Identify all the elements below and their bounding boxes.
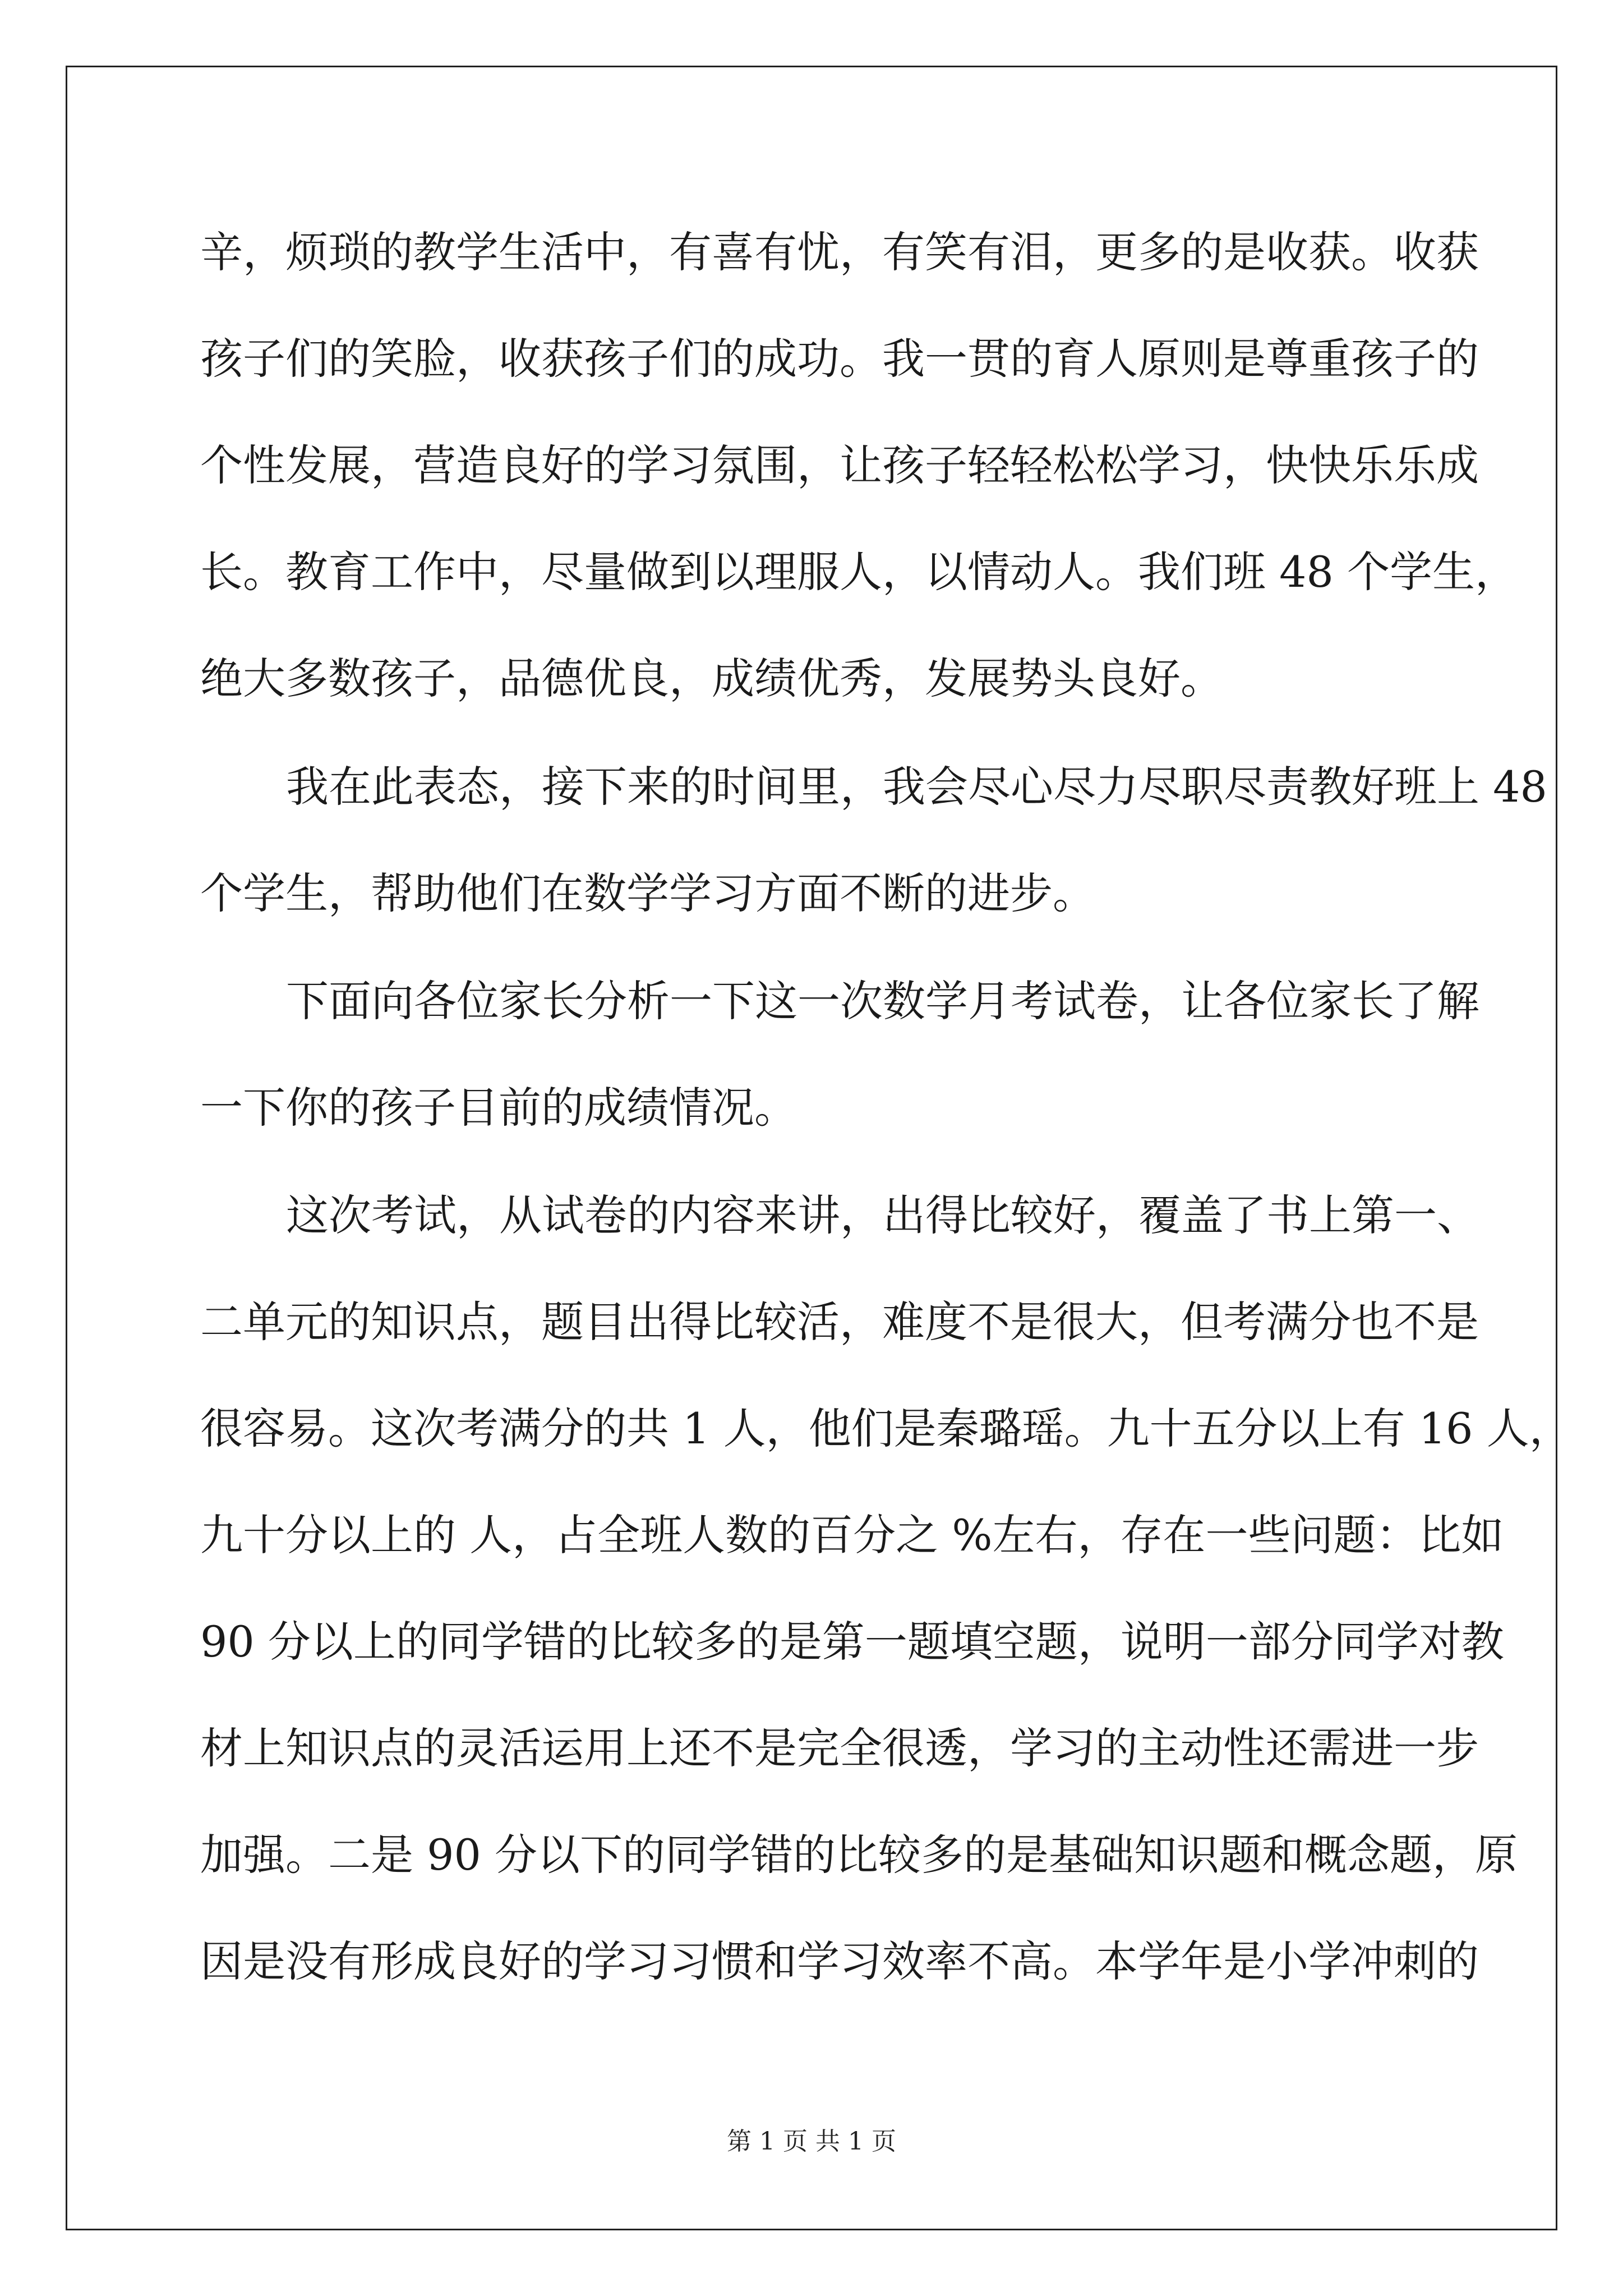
page-number-footer: 第 1 页 共 1 页	[727, 2127, 896, 2156]
text-line: 辛，烦琐的教学生活中，有喜有忧，有笑有泪，更多的是收获。收获	[200, 227, 1479, 277]
text-line-indented: 这次考试，从试卷的内容来讲，出得比较好，覆盖了书上第一、	[286, 1190, 1479, 1240]
text-line: 二单元的知识点，题目出得比较活，难度不是很大，但考满分也不是	[200, 1297, 1479, 1347]
text-line: 很容易。这次考满分的共 1 人，他们是秦璐瑶。九十五分以上有 16 人，	[200, 1404, 1572, 1453]
text-line-indented: 我在此表态，接下来的时间里，我会尽心尽力尽职尽责教好班上 48	[286, 762, 1547, 812]
text-line: 加强。二是 90 分以下的同学错的比较多的是基础知识题和概念题，原	[200, 1830, 1518, 1880]
text-line: 个性发展，营造良好的学习氛围，让孩子轻轻松松学习，快快乐乐成	[200, 440, 1479, 490]
text-line: 因是没有形成良好的学习习惯和学习效率不高。本学年是小学冲刺的	[200, 1936, 1479, 1986]
text-line: 九十分以上的 人，占全班人数的百分之 %左右，存在一些问题：比如	[200, 1510, 1504, 1560]
text-line: 一下你的孩子目前的成绩情况。	[200, 1083, 797, 1133]
text-line: 个学生，帮助他们在数学学习方面不断的进步。	[200, 868, 1095, 918]
text-line: 90 分以上的同学错的比较多的是第一题填空题，说明一部分同学对教	[200, 1617, 1504, 1667]
text-line: 绝大多数孩子，品德优良，成绩优秀，发展势头良好。	[200, 654, 1223, 703]
text-line: 材上知识点的灵活运用上还不是完全很透，学习的主动性还需进一步	[200, 1723, 1479, 1773]
text-line: 长。教育工作中，尽量做到以理服人，以情动人。我们班 48 个学生，	[200, 547, 1518, 597]
text-line-indented: 下面向各位家长分析一下这一次数学月考试卷，让各位家长了解	[286, 976, 1479, 1026]
text-line: 孩子们的笑脸，收获孩子们的成功。我一贯的育人原则是尊重孩子的	[200, 334, 1479, 384]
page-border	[66, 66, 1557, 2230]
